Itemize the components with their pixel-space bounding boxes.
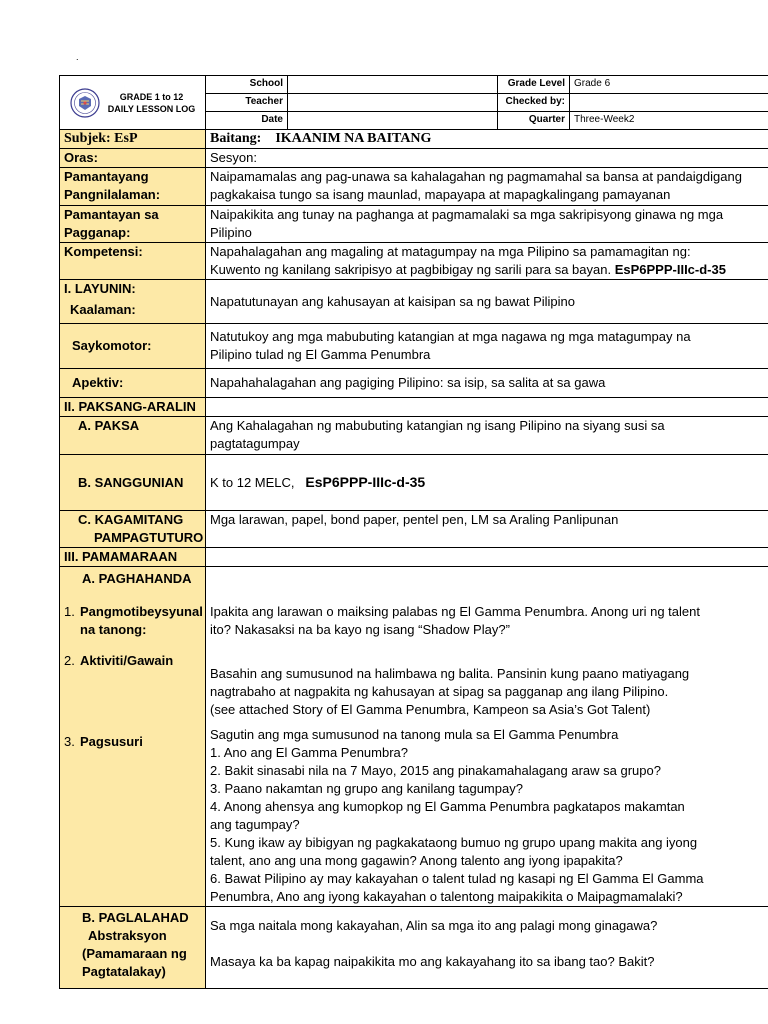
paglalahad-label-line: (Pamamaraan ng	[82, 946, 187, 961]
aktiviti-line: Basahin ang sumusunod na halimbawa ng balita. Pansinin kung paano matiyagang	[210, 666, 690, 681]
pagsusuri-line: Sagutin ang mga sumusunod na tanong mula sa El Gamma Penumbra	[210, 727, 619, 742]
kagamitang-label	[60, 511, 206, 548]
layunin-heading: I. LAYUNIN:	[64, 281, 136, 296]
paksang-aralin-heading: II. PAKSANG-ARALIN	[60, 398, 206, 417]
kompetensi-line	[210, 261, 768, 279]
saykomotor-line: Pilipino tulad ng El Gamma Penumbra	[210, 347, 431, 362]
header-table	[59, 75, 768, 130]
grade-level-label: Grade Level	[498, 76, 570, 94]
kaalaman-value: Napatutunayan ang kahusayan at kaisipan sa ng bawat Pilipino	[206, 280, 768, 324]
pagsusuri-text	[210, 726, 768, 906]
logo-cell	[60, 76, 206, 130]
kompetensi-text: Kuwento ng kanilang sakripisyo at pagbibigay ng sarili para sa bayan.	[210, 262, 615, 277]
paksa-line: Ang Kahalagahan ng mabubuting katangian ng isang Pilipino na siyang susi sa	[210, 418, 665, 433]
pangmotibeysyunal-label-line: na tanong:	[80, 622, 147, 637]
sanggunian-prefix: K to 12 MELC,	[210, 475, 295, 490]
baitang-cell	[206, 130, 768, 149]
daily-lesson-log-sheet	[59, 75, 768, 989]
pagganap-line: Pilipino	[210, 225, 252, 240]
aktiviti-text	[210, 665, 768, 719]
paghahanda-row	[60, 567, 768, 907]
date-label: Date	[206, 112, 288, 130]
quarter-field[interactable]: Three-Week2	[570, 112, 768, 130]
saykomotor-label: Saykomotor:	[60, 324, 206, 369]
kagamitang-label-line: PAMPAGTUTURO	[94, 530, 204, 545]
pangnilalaman-row	[60, 168, 768, 206]
sanggunian-code: EsP6PPP-IIIc-d-35	[305, 474, 426, 490]
aktiviti-label: Aktiviti/Gawain	[80, 653, 174, 668]
pamamaraan-empty	[206, 548, 768, 567]
kompetensi-code: EsP6PPP-IIIc-d-35	[614, 262, 726, 277]
motibeysyunal-text	[210, 603, 768, 639]
teacher-label: Teacher	[206, 94, 288, 112]
pagganap-line: Naipakikita ang tunay na paghanga at pagmamalaki sa mga sakripisyong ginawa ng mga	[210, 207, 724, 222]
paglalahad-label	[60, 907, 206, 989]
pangnilalaman-label	[60, 168, 206, 206]
teacher-field[interactable]	[288, 94, 498, 112]
log-title: DAILY LESSON LOG	[107, 103, 196, 114]
saykomotor-line: Natutukoy ang mga mabubuting katangian at mga nagawa ng mga matagumpay na	[210, 329, 691, 344]
pangnilalaman-label-line: Pangnilalaman:	[64, 187, 161, 202]
paksa-value	[206, 417, 768, 455]
item-number: 1.	[64, 604, 75, 619]
kagamitang-row	[60, 511, 768, 548]
pagganap-label	[60, 206, 206, 243]
item-pangmotibeysyunal	[64, 603, 201, 639]
paglalahad-content	[206, 907, 768, 989]
pamamaraan-row	[60, 548, 768, 567]
paglalahad-label-line: Pagtatalakay)	[82, 964, 166, 979]
aktiviti-line: (see attached Story of El Gamma Penumbra, Kampeon sa Asia’s Got Talent)	[210, 702, 651, 717]
paksang-aralin-empty	[206, 398, 768, 417]
pagsusuri-line: 5. Kung ikaw ay bibigyan ng pagkakataong bumuo ng grupo upang makita ang iyong	[210, 835, 698, 850]
pangnilalaman-value	[206, 168, 768, 206]
pagganap-label-line: Pamantayan sa	[64, 207, 159, 222]
paksa-line: pagtatagumpay	[210, 436, 300, 451]
aktiviti-line: nagtrabaho at nagpakita ng kahusayan at sipag sa pagganap ang ilang Pilipino.	[210, 684, 669, 699]
paksa-row	[60, 417, 768, 455]
apektiv-row	[60, 369, 768, 398]
kompetensi-label: Kompetensi:	[60, 243, 206, 280]
checked-by-field[interactable]	[570, 94, 768, 112]
stray-dot: .	[76, 52, 79, 62]
school-label: School	[206, 76, 288, 94]
kagamitang-label-line: C. KAGAMITANG	[78, 512, 184, 527]
kaalaman-row	[60, 280, 768, 324]
checked-by-label: Checked by:	[498, 94, 570, 112]
date-field[interactable]	[288, 112, 498, 130]
sanggunian-value	[206, 455, 768, 511]
pangnilalaman-line: Naipamamalas ang pag-unawa sa kahalagahan ng pagmamahal sa bansa at pandaigdigang	[210, 169, 742, 184]
paghahanda-content	[206, 567, 768, 907]
pagsusuri-line: ang tagumpay?	[210, 817, 300, 832]
subject-row	[60, 130, 768, 149]
item-aktiviti	[64, 652, 201, 670]
paglalahad-question: Sa mga naitala mong kakayahan, Alin sa mga ito ang palagi mong ginagawa?	[210, 918, 658, 933]
paglalahad-question: Masaya ka ba kapag naipakikita mo ang kakayahang ito sa ibang tao? Bakit?	[210, 954, 655, 969]
kompetensi-line: Napahalagahan ang magaling at matagumpay na mga Pilipino sa pamamagitan ng:	[210, 244, 691, 259]
paksang-aralin-row	[60, 398, 768, 417]
pagsusuri-line: talent, ano ang una mong gagawin? Anong talento ang iyong ipapakita?	[210, 853, 623, 868]
saykomotor-value	[206, 324, 768, 369]
pangmotibeysyunal-label-line: Pangmotibeysyunal	[80, 604, 203, 619]
pagsusuri-label: Pagsusuri	[80, 734, 143, 749]
apektiv-value: Napahahalagahan ang pagiging Pilipino: sa isip, sa salita at sa gawa	[206, 369, 768, 398]
pangnilalaman-label-line: Pamantayang	[64, 169, 149, 184]
deped-seal-icon	[70, 88, 100, 118]
sesyon-label: Sesyon:	[206, 149, 768, 168]
oras-row	[60, 149, 768, 168]
kompetensi-row	[60, 243, 768, 280]
school-field[interactable]	[288, 76, 498, 94]
pagganap-label-line: Pagganap:	[64, 225, 131, 240]
item-number: 3.	[64, 734, 75, 749]
pamamaraan-heading: III. PAMAMARAAN	[60, 548, 206, 567]
pangmotibeysyunal-label	[80, 603, 203, 639]
paglalahad-label-line: Abstraksyon	[88, 928, 167, 943]
sanggunian-label: B. SANGGUNIAN	[60, 455, 206, 511]
pagsusuri-line: 2. Bakit sinasabi nila na 7 Mayo, 2015 ang pinakamahalagang araw sa grupo?	[210, 763, 661, 778]
paksa-label: A. PAKSA	[60, 417, 206, 455]
pagsusuri-line: 1. Ano ang El Gamma Penumbra?	[210, 745, 409, 760]
paglalahad-row	[60, 907, 768, 989]
sanggunian-row	[60, 455, 768, 511]
baitang-value: IKAANIM NA BAITANG	[275, 131, 432, 146]
layunin-kaalaman-label	[60, 280, 206, 324]
pagganap-value	[206, 206, 768, 243]
log-title-block	[108, 91, 196, 115]
pagsusuri-line: 6. Bawat Pilipino ay may kakayahan o talent tulad ng kasapi ng El Gamma El Gamma	[210, 871, 704, 886]
lesson-table	[59, 129, 768, 989]
kompetensi-value	[206, 243, 768, 280]
subjek-label: Subjek: EsP	[60, 130, 206, 149]
pagsusuri-line: Penumbra, Ano ang iyong kakayahan o talentong maipakikita o Maipagmamalaki?	[210, 889, 683, 904]
pagsusuri-line: 4. Anong ahensya ang kumopkop ng El Gamma Penumbra pagkatapos makamtan	[210, 799, 685, 814]
oras-label: Oras:	[60, 149, 206, 168]
kagamitang-value: Mga larawan, papel, bond paper, pentel pen, LM sa Araling Panlipunan	[206, 511, 768, 548]
item-number: 2.	[64, 653, 75, 668]
grade-line: GRADE 1 to 12	[119, 91, 184, 102]
item-pagsusuri	[64, 733, 201, 751]
pagsusuri-line: 3. Paano nakamtan ng grupo ang kanilang tagumpay?	[210, 781, 523, 796]
saykomotor-row	[60, 324, 768, 369]
paglalahad-label-line: B. PAGLALAHAD	[82, 910, 189, 925]
kaalaman-label: Kaalaman:	[70, 302, 136, 317]
grade-level-field[interactable]: Grade 6	[570, 76, 768, 94]
apektiv-label: Apektiv:	[60, 369, 206, 398]
pagganap-row	[60, 206, 768, 243]
paghahanda-label: A. PAGHAHANDA	[82, 571, 192, 586]
motibeysyunal-line: Ipakita ang larawan o maiksing palabas ng El Gamma Penumbra. Anong uri ng talent	[210, 604, 700, 619]
motibeysyunal-line: ito? Nakasaksi na ba kayo ng isang “Shadow Play?”	[210, 622, 510, 637]
paghahanda-labels	[60, 567, 206, 907]
baitang-label: Baitang:	[210, 131, 262, 146]
pangnilalaman-line: pagkakaisa tungo sa isang maunlad, mapayapa at mapagkalingang pamayanan	[210, 187, 671, 202]
quarter-label: Quarter	[498, 112, 570, 130]
